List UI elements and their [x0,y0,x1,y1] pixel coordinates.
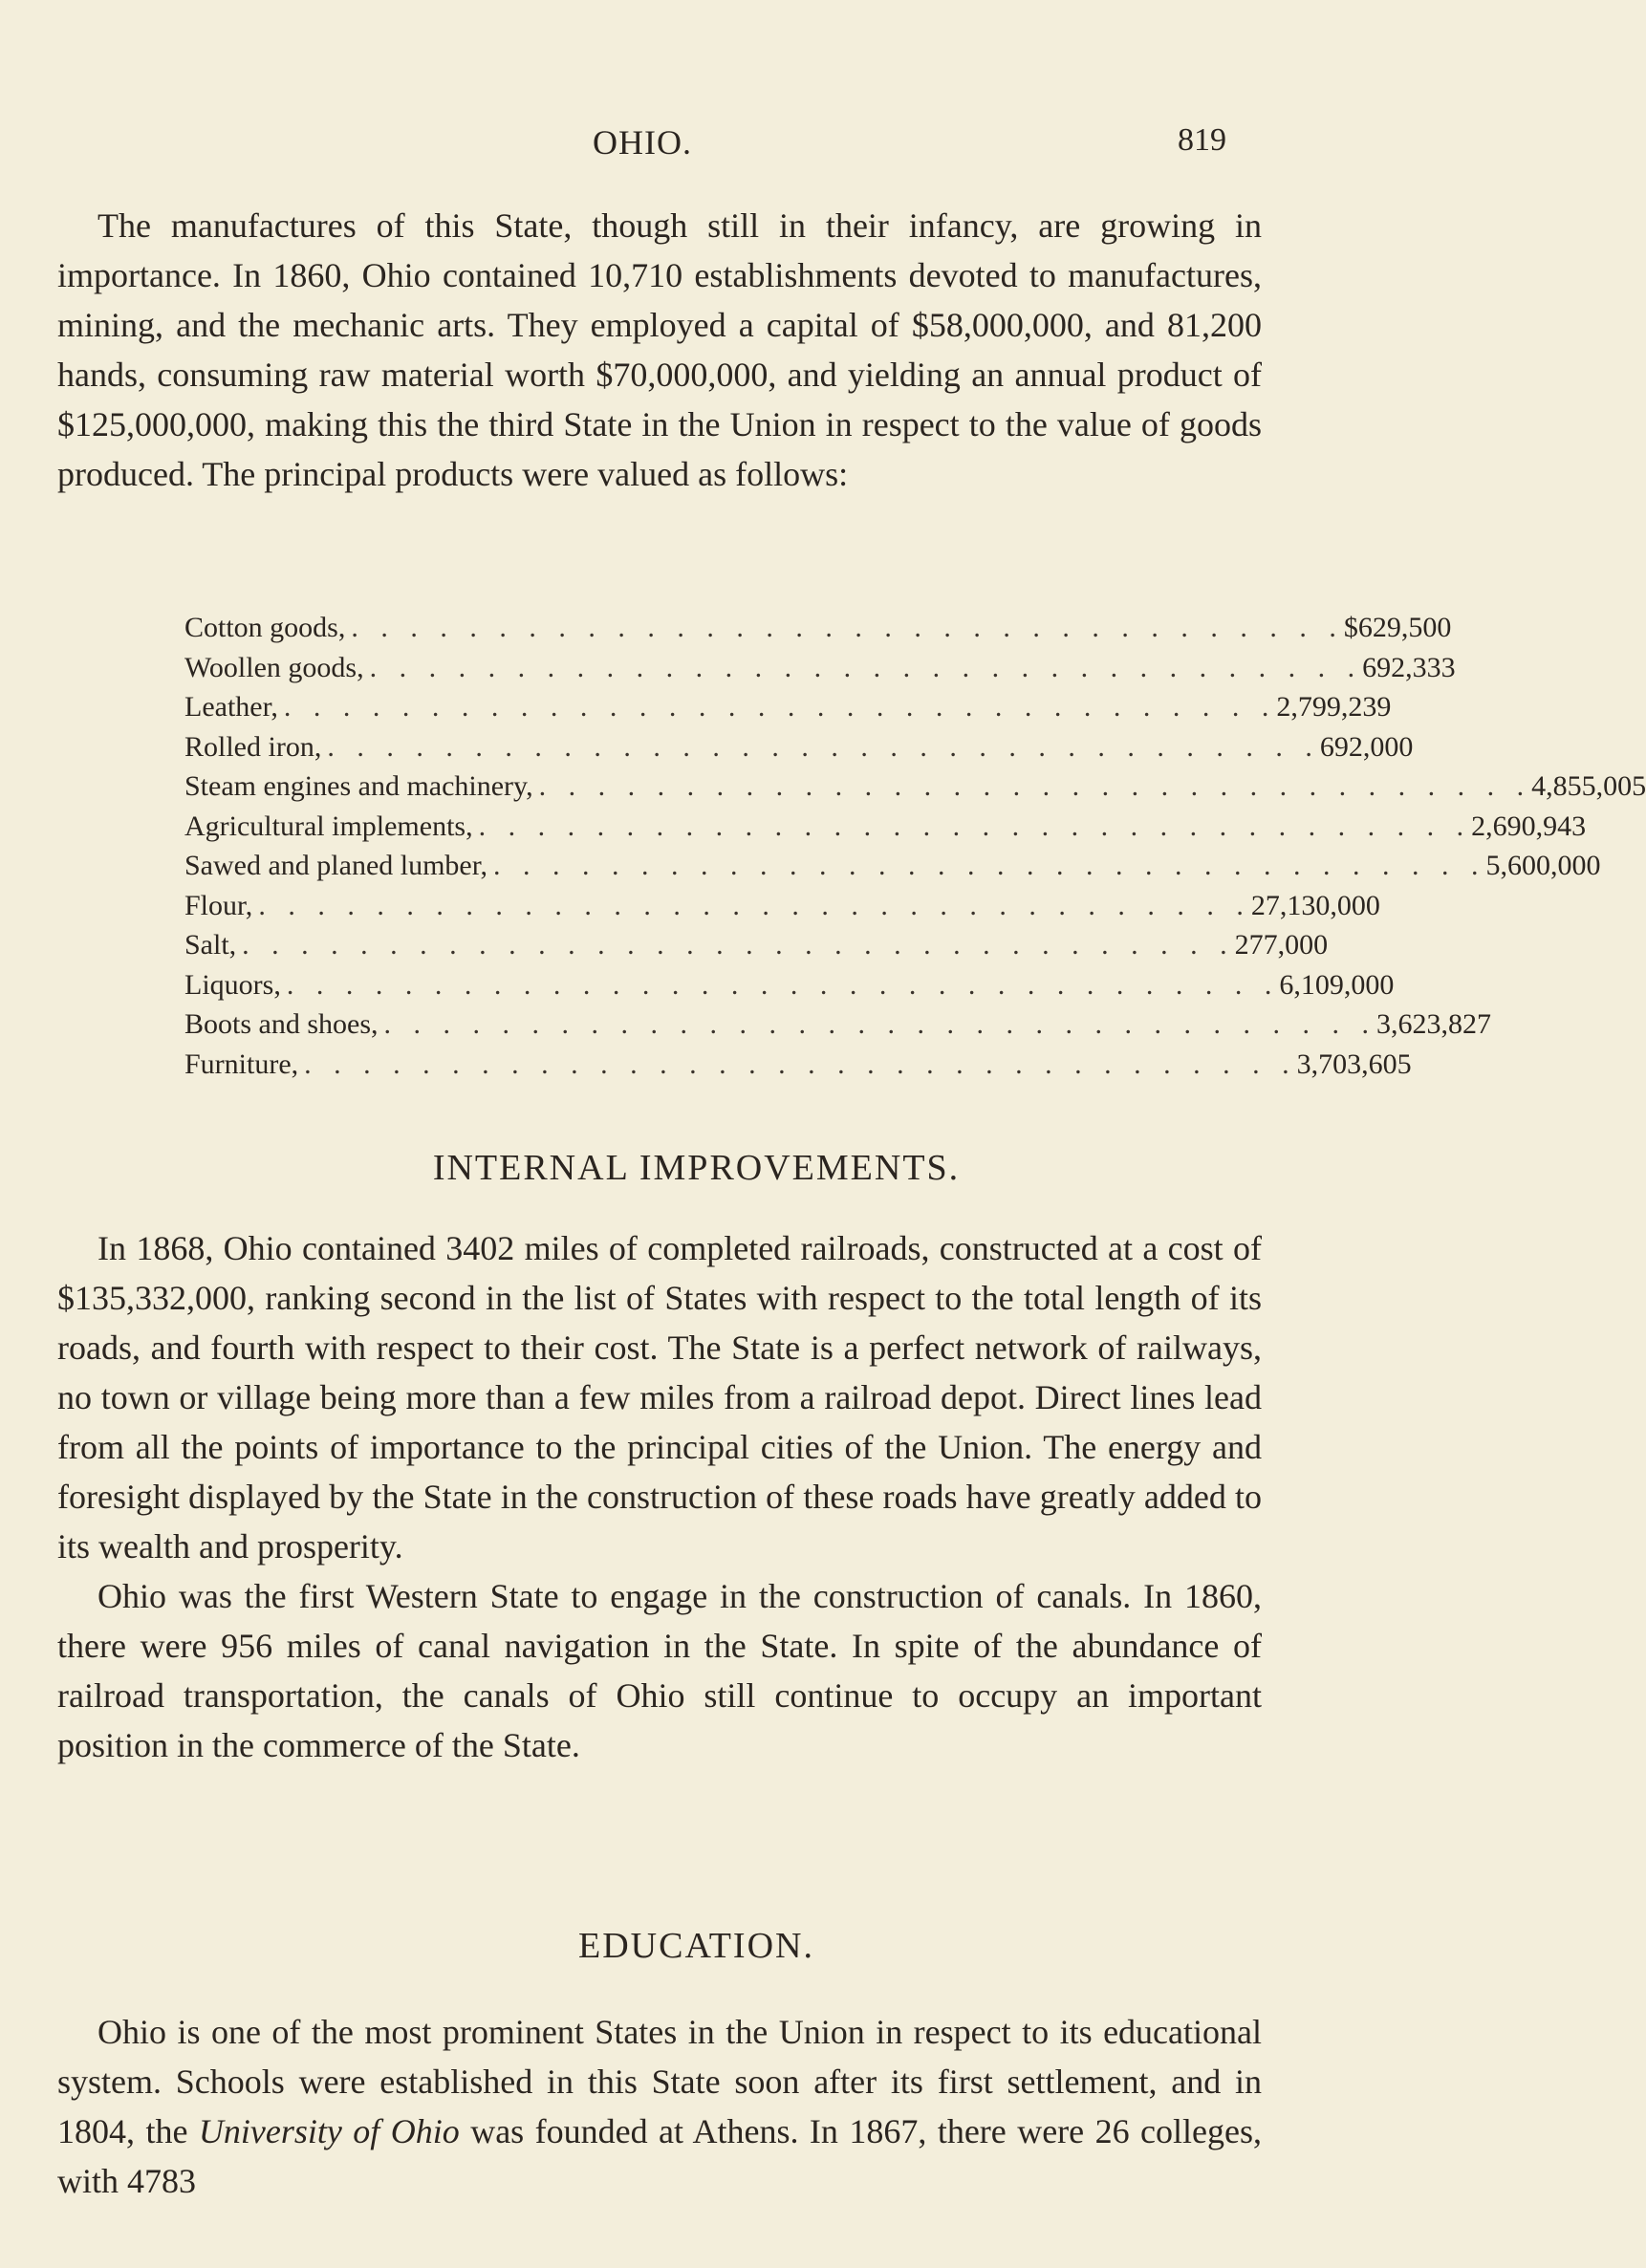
products-table [184,612,1646,1088]
page-header [0,122,1393,170]
product-value: 4,855,005 [1531,770,1646,802]
product-value: 2,799,239 [1276,691,1392,723]
product-row [184,929,1329,969]
intro-paragraph: The manufactures of this State, though still in their infancy, are growing in importance. In 1860, Ohio contained 10,710 establishments devoted to manufactures, mining, and the mechanic arts. They employed a capital of $58,000,000, and 81,200 hands, consuming raw material worth $70,000,000, and yielding an annual product of $125,000,000, making this the third State in the Union in respect to the value of goods produced. The principal products were valued as follows: [57,206,1262,493]
product-row [184,1008,1491,1048]
product-value: 6,109,000 [1279,968,1395,1001]
product-label: Agricultural implements, [184,810,473,842]
education-section [57,2007,1262,2206]
product-value: 27,130,000 [1250,889,1380,921]
product-label: Sawed and planed lumber, [184,850,488,881]
product-label: Cotton goods, [184,612,346,643]
dot-leader: . . . . . . . . . . . . . . . . . . . . . . . . . . . . . . . . . . [383,1008,1376,1040]
product-row [184,968,1395,1009]
product-row [184,651,1456,692]
product-value: 3,703,605 [1296,1048,1412,1080]
product-value: $629,500 [1343,612,1452,643]
product-value: 277,000 [1234,929,1329,961]
product-value: 3,623,827 [1376,1008,1491,1040]
product-row [184,770,1646,810]
product-label: Woollen goods, [184,651,364,683]
education-text-before: Ohio is one of the most prominent States in the Union in respect to its educational system. Schools were established in this State soon after its first settlement, and in 1804, the [57,2013,1262,2150]
product-value: 692,000 [1319,730,1414,763]
dot-leader: . . . . . . . . . . . . . . . . . . . . . . . . . . . . . . . . . . [242,929,1235,961]
product-value: 2,690,943 [1471,810,1587,842]
dot-leader: . . . . . . . . . . . . . . . . . . . . . . . . . . . . . . . . . . [304,1048,1297,1080]
product-label: Salt, [184,929,237,961]
product-label: Boots and shoes, [184,1008,379,1040]
product-row [184,810,1587,851]
dot-leader: . . . . . . . . . . . . . . . . . . . . . . . . . . . . . . . . . . [478,810,1472,842]
dot-leader: . . . . . . . . . . . . . . . . . . . . . . . . . . . . . . . . . . [258,889,1251,921]
product-label: Liquors, [184,968,281,1001]
product-label: Steam engines and machinery, [184,770,533,802]
internal-improvements-section [57,1223,1262,1770]
product-value: 692,333 [1362,651,1456,683]
product-row [184,850,1601,890]
product-label: Furniture, [184,1048,299,1080]
dot-leader: . . . . . . . . . . . . . . . . . . . . . . . . . . . . . . . . . . [369,651,1363,683]
education-heading: EDUCATION. [578,1926,814,1966]
canals-paragraph: Ohio was the first Western State to engage in the construction of canals. In 1860, there were 956 miles of canal navigation in the State. In spite of the abundance of railroad transportation, the canals of Ohio still continue to occupy an important position in the commerce of the State. [57,1577,1262,1764]
university-name: University of Ohio [198,2112,460,2150]
dot-leader: . . . . . . . . . . . . . . . . . . . . . . . . . . . . . . . . . . [538,770,1532,802]
dot-leader: . . . . . . . . . . . . . . . . . . . . . . . . . . . . . . . . . . [493,850,1486,881]
internal-improvements-heading: INTERNAL IMPROVEMENTS. [432,1148,961,1188]
intro-section [57,201,1262,499]
education-text-after: was founded at Athens. In 1867, there were 26 colleges, with 4783 [57,2112,1263,2200]
dot-leader: . . . . . . . . . . . . . . . . . . . . . . . . . . . . . . . . . . [283,691,1277,723]
product-row [184,612,1452,652]
railroads-paragraph: In 1868, Ohio contained 3402 miles of completed railroads, constructed at a cost of $135,332,000, ranking second in the list of States with respect to the total length of its roads, and fourth with respect to their cost. The State is a perfect network of railways, no town or village being more than a few miles from a railroad depot. Direct lines lead from all the points of importance to the principal cities of the Union. The energy and foresight displayed by the State in the construction of these roads have greatly added to its wealth and prosperity. [57,1229,1262,1566]
product-row [184,1048,1412,1089]
product-value: 5,600,000 [1485,850,1601,881]
dot-leader: . . . . . . . . . . . . . . . . . . . . . . . . . . . . . . . . . . [351,612,1344,643]
page-number: 819 [1178,122,1226,158]
dot-leader: . . . . . . . . . . . . . . . . . . . . . . . . . . . . . . . . . . [327,730,1320,763]
product-row [184,889,1380,930]
dot-leader: . . . . . . . . . . . . . . . . . . . . . . . . . . . . . . . . . . [286,968,1280,1001]
product-label: Leather, [184,691,278,723]
running-title: OHIO. [593,123,692,162]
education-paragraph [57,2007,1262,2206]
product-row [184,691,1392,731]
product-row [184,730,1414,771]
product-label: Flour, [184,889,253,921]
product-label: Rolled iron, [184,730,322,763]
